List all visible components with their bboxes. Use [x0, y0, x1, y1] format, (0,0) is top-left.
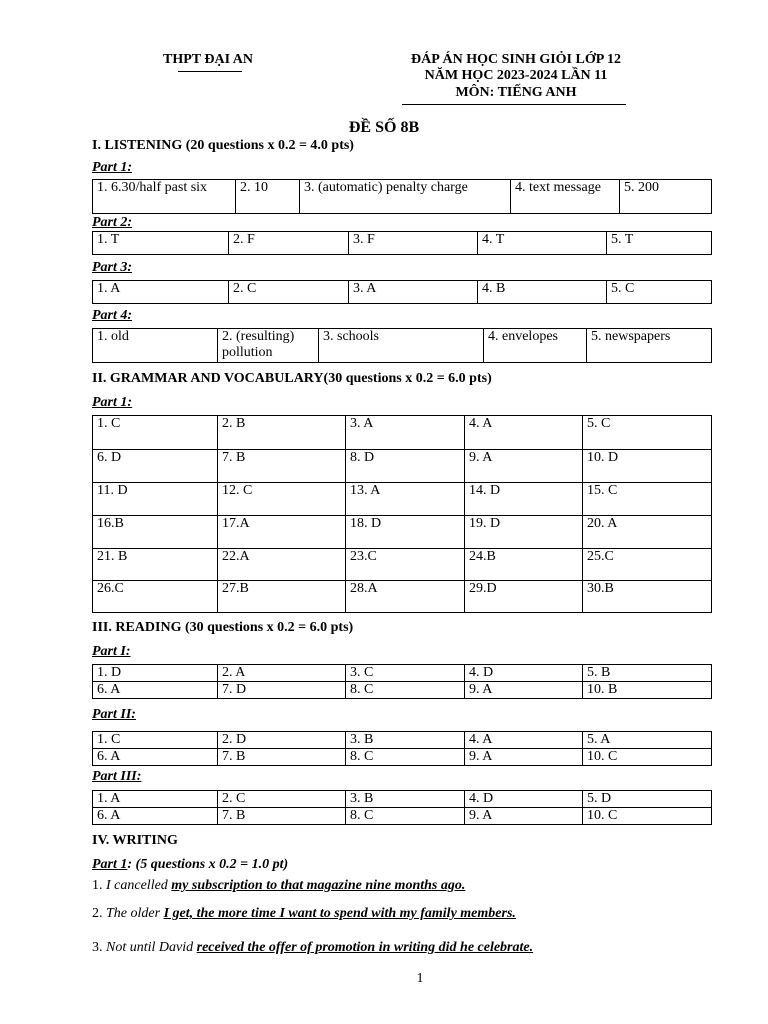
school-underline [178, 71, 242, 72]
table-cell: 5. A [583, 732, 712, 749]
table-cell: 1. C [93, 732, 218, 749]
table-cell: 2. F [229, 232, 349, 255]
table-cell: 5. C [607, 281, 712, 304]
listening-part3-table [92, 280, 712, 304]
table-cell: 8. C [346, 749, 465, 766]
listening-part2-label: Part 2: [92, 215, 133, 230]
table-cell: 2. C [218, 791, 346, 808]
doc-title-line2: NĂM HỌC 2023-2024 LẦN 11 [424, 68, 608, 83]
table-cell: 7. B [218, 749, 346, 766]
table-cell: 17.A [218, 516, 346, 549]
table-row [93, 329, 712, 363]
writing-part1-title: Part 1 [92, 857, 128, 872]
grammar-part1-label: Part 1: [92, 395, 133, 410]
table-cell: 18. D [346, 516, 465, 549]
table-cell: 3. B [346, 732, 465, 749]
table-cell: 14. D [465, 483, 583, 516]
table-cell: 5. D [583, 791, 712, 808]
table-cell: 23.C [346, 549, 465, 581]
table-cell: 4. D [465, 665, 583, 682]
answer-prompt: Not until David [102, 940, 197, 955]
table-cell: 3. F [349, 232, 478, 255]
table-cell: 13. A [346, 483, 465, 516]
doc-title-line3: MÔN: TIẾNG ANH [455, 85, 577, 100]
table-cell: 2. C [229, 281, 349, 304]
table-row [93, 180, 712, 214]
answer-number: 3. [92, 940, 103, 955]
table-cell: 7. B [218, 808, 346, 825]
table-cell: 20. A [583, 516, 712, 549]
writing-part1-label [92, 857, 288, 873]
table-cell: 4. T [478, 232, 607, 255]
reading-partIII-table [92, 790, 712, 825]
table-cell: 5. 200 [620, 180, 712, 214]
table-cell: 10. B [583, 682, 712, 699]
table-cell: 1. T [93, 232, 229, 255]
table-row [93, 682, 712, 699]
table-cell: 27.B [218, 581, 346, 613]
table-row [93, 581, 712, 613]
table-cell: 30.B [583, 581, 712, 613]
table-cell: 4. A [465, 416, 583, 450]
table-cell: 6. D [93, 450, 218, 483]
listening-part1-table [92, 179, 712, 214]
table-row [93, 549, 712, 581]
table-cell: 7. D [218, 682, 346, 699]
table-row [93, 232, 712, 255]
table-cell: 2. A [218, 665, 346, 682]
table-cell: 24.B [465, 549, 583, 581]
table-row [93, 516, 712, 549]
table-cell: 4. text message [511, 180, 620, 214]
table-cell: 21. B [93, 549, 218, 581]
table-cell: 4. D [465, 791, 583, 808]
table-cell: 8. C [346, 808, 465, 825]
doc-title-line1: ĐÁP ÁN HỌC SINH GIỎI LỚP 12 [410, 52, 622, 67]
table-cell: 2. (resulting) pollution [218, 329, 319, 363]
table-row [93, 791, 712, 808]
listening-part4-label: Part 4: [92, 308, 133, 323]
answer-prompt: I cancelled [102, 878, 172, 893]
exam-code: ĐỀ SỐ 8B [348, 119, 420, 136]
table-cell: 5. B [583, 665, 712, 682]
reading-partI-label: Part I: [92, 644, 131, 659]
table-cell: 10. D [583, 450, 712, 483]
writing-answer-2 [92, 906, 516, 922]
table-cell: 6. A [93, 749, 218, 766]
answer-text: I get, the more time I want to spend with my family members. [163, 906, 516, 921]
table-cell: 1. 6.30/half past six [93, 180, 236, 214]
page-number: 1 [416, 971, 424, 986]
table-cell: 5. C [583, 416, 712, 450]
table-row [93, 808, 712, 825]
reading-partIII-label: Part III: [92, 769, 142, 784]
writing-part1-note: : (5 questions x 0.2 = 1.0 pt) [127, 857, 289, 872]
writing-answer-1 [92, 878, 465, 894]
grammar-heading: II. GRAMMAR AND VOCABULARY(30 questions x 0.2 = 6.0 pts) [92, 371, 492, 386]
answer-text: my subscription to that magazine nine months ago. [171, 878, 466, 893]
table-cell: 4. A [465, 732, 583, 749]
table-cell: 9. A [465, 682, 583, 699]
writing-answer-3 [92, 940, 533, 956]
table-cell: 3. B [346, 791, 465, 808]
table-cell: 9. A [465, 808, 583, 825]
table-cell: 3. schools [319, 329, 484, 363]
table-cell: 16.B [93, 516, 218, 549]
title-underline [402, 104, 626, 105]
table-cell: 5. newspapers [587, 329, 712, 363]
table-cell: 6. A [93, 808, 218, 825]
table-cell: 9. A [465, 450, 583, 483]
table-cell: 25.C [583, 549, 712, 581]
table-row [93, 749, 712, 766]
answer-prompt: The older [102, 906, 164, 921]
table-cell: 9. A [465, 749, 583, 766]
table-cell: 29.D [465, 581, 583, 613]
table-cell: 2. D [218, 732, 346, 749]
writing-heading: IV. WRITING [92, 833, 178, 848]
reading-partII-table [92, 731, 712, 766]
table-cell: 28.A [346, 581, 465, 613]
reading-partII-label: Part II: [92, 707, 136, 722]
table-cell: 12. C [218, 483, 346, 516]
table-row [93, 732, 712, 749]
table-cell: 7. B [218, 450, 346, 483]
listening-part2-table [92, 231, 712, 255]
table-cell: 2. 10 [236, 180, 300, 214]
table-cell: 3. (automatic) penalty charge [300, 180, 511, 214]
table-row [93, 665, 712, 682]
answer-number: 2. [92, 906, 103, 921]
grammar-part1-table [92, 415, 712, 613]
table-cell: 1. D [93, 665, 218, 682]
table-cell: 3. C [346, 665, 465, 682]
listening-part1-label: Part 1: [92, 160, 133, 175]
table-cell: 1. A [93, 791, 218, 808]
table-cell: 15. C [583, 483, 712, 516]
reading-partI-table [92, 664, 712, 699]
answer-text: received the offer of promotion in writing did he celebrate. [196, 940, 534, 955]
reading-heading: III. READING (30 questions x 0.2 = 6.0 pts) [92, 620, 354, 635]
table-row [93, 281, 712, 304]
table-cell: 19. D [465, 516, 583, 549]
table-cell: 4. B [478, 281, 607, 304]
table-cell: 11. D [93, 483, 218, 516]
table-cell: 3. A [346, 416, 465, 450]
listening-heading: I. LISTENING (20 questions x 0.2 = 4.0 pts) [92, 138, 354, 153]
table-cell: 4. envelopes [484, 329, 587, 363]
answer-number: 1. [92, 878, 103, 893]
listening-part4-table [92, 328, 712, 363]
table-cell: 1. A [93, 281, 229, 304]
table-cell: 10. C [583, 749, 712, 766]
table-cell: 10. C [583, 808, 712, 825]
table-cell: 8. C [346, 682, 465, 699]
table-cell: 6. A [93, 682, 218, 699]
table-cell: 22.A [218, 549, 346, 581]
table-cell: 26.C [93, 581, 218, 613]
table-cell: 1. old [93, 329, 218, 363]
listening-part3-label: Part 3: [92, 260, 133, 275]
table-cell: 5. T [607, 232, 712, 255]
table-cell: 1. C [93, 416, 218, 450]
table-cell: 2. B [218, 416, 346, 450]
table-row [93, 416, 712, 450]
table-row [93, 483, 712, 516]
table-cell: 3. A [349, 281, 478, 304]
table-cell: 8. D [346, 450, 465, 483]
table-row [93, 450, 712, 483]
school-name: THPT ĐẠI AN [163, 52, 253, 67]
